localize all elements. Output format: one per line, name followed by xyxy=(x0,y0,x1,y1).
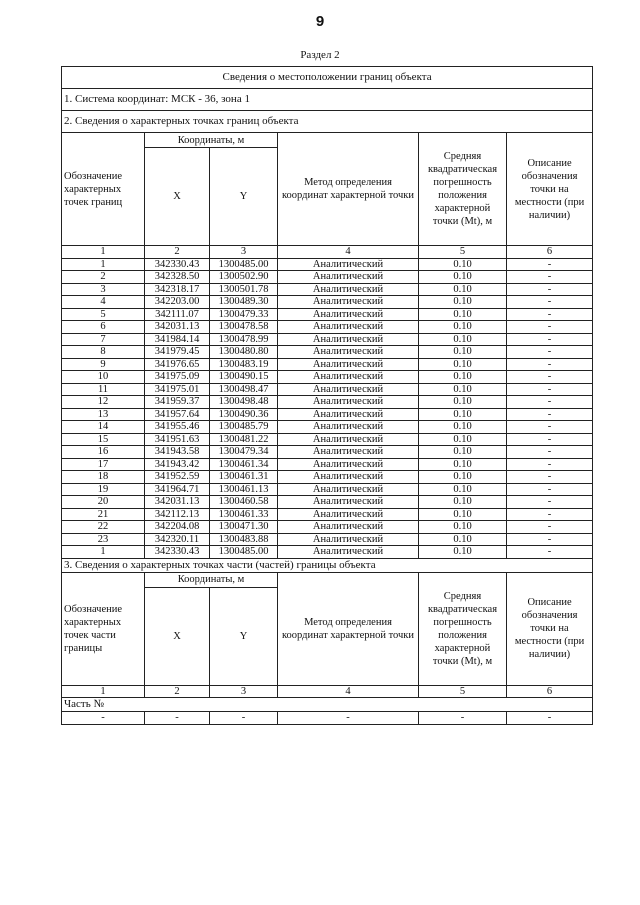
cell-desc: - xyxy=(507,533,593,546)
cell-y: 1300461.13 xyxy=(210,483,278,496)
cell-n: 22 xyxy=(62,521,145,534)
table-row xyxy=(62,333,593,346)
cell-x: 342203.00 xyxy=(145,296,210,309)
cell-err: 0.10 xyxy=(419,308,507,321)
table-row xyxy=(62,471,593,484)
section-label: Раздел 2 xyxy=(300,49,340,61)
table-row xyxy=(62,483,593,496)
empty-cell: - xyxy=(145,712,210,725)
cell-y: 1300502.90 xyxy=(210,271,278,284)
header-point-designation: Обозначение характерных точек границ xyxy=(62,133,145,246)
cell-method: Аналитический xyxy=(278,396,419,409)
cell-method: Аналитический xyxy=(278,258,419,271)
cell-y: 1300485.00 xyxy=(210,258,278,271)
cell-y: 1300483.19 xyxy=(210,358,278,371)
column-number: 4 xyxy=(278,246,419,259)
cell-desc: - xyxy=(507,371,593,384)
cell-err: 0.10 xyxy=(419,446,507,459)
header3-coordinates: Координаты, м xyxy=(145,572,278,587)
cell-desc: - xyxy=(507,408,593,421)
cell-err: 0.10 xyxy=(419,421,507,434)
cell-x: 341984.14 xyxy=(145,333,210,346)
table-row xyxy=(62,546,593,559)
cell-desc: - xyxy=(507,383,593,396)
column-number: 3 xyxy=(210,685,278,698)
column-number: 5 xyxy=(419,246,507,259)
cell-method: Аналитический xyxy=(278,308,419,321)
cell-x: 341979.45 xyxy=(145,346,210,359)
header3-error: Средняя квадратическая погрешность положения характерной точки (Mt), м xyxy=(419,572,507,685)
cell-y: 1300483.88 xyxy=(210,533,278,546)
cell-method: Аналитический xyxy=(278,371,419,384)
header-coordinates: Координаты, м xyxy=(145,133,278,148)
cell-x: 341959.37 xyxy=(145,396,210,409)
cell-x: 342320.11 xyxy=(145,533,210,546)
cell-err: 0.10 xyxy=(419,321,507,334)
cell-desc: - xyxy=(507,471,593,484)
section2-title: 2. Сведения о характерных точках границ объекта xyxy=(62,111,593,133)
header3-point-designation: Обозначение характерных точек части границы xyxy=(62,572,145,685)
cell-y: 1300478.58 xyxy=(210,321,278,334)
cell-n: 21 xyxy=(62,508,145,521)
column-number: 6 xyxy=(507,685,593,698)
cell-desc: - xyxy=(507,483,593,496)
cell-n: 15 xyxy=(62,433,145,446)
empty-cell: - xyxy=(210,712,278,725)
cell-x: 342318.17 xyxy=(145,283,210,296)
cell-y: 1300479.33 xyxy=(210,308,278,321)
cell-method: Аналитический xyxy=(278,546,419,559)
cell-err: 0.10 xyxy=(419,258,507,271)
cell-err: 0.10 xyxy=(419,458,507,471)
cell-n: 12 xyxy=(62,396,145,409)
cell-x: 341976.65 xyxy=(145,358,210,371)
empty-cell: - xyxy=(507,712,593,725)
header-y: Y xyxy=(210,148,278,246)
cell-method: Аналитический xyxy=(278,271,419,284)
cell-method: Аналитический xyxy=(278,458,419,471)
cell-n: 8 xyxy=(62,346,145,359)
column-number: 5 xyxy=(419,685,507,698)
cell-n: 14 xyxy=(62,421,145,434)
column-number: 4 xyxy=(278,685,419,698)
cell-method: Аналитический xyxy=(278,446,419,459)
header3-x: X xyxy=(145,587,210,685)
cell-method: Аналитический xyxy=(278,508,419,521)
cell-err: 0.10 xyxy=(419,396,507,409)
cell-desc: - xyxy=(507,271,593,284)
cell-n: 20 xyxy=(62,496,145,509)
cell-err: 0.10 xyxy=(419,371,507,384)
cell-n: 23 xyxy=(62,533,145,546)
cell-method: Аналитический xyxy=(278,283,419,296)
cell-desc: - xyxy=(507,496,593,509)
cell-n: 3 xyxy=(62,283,145,296)
column-number: 1 xyxy=(62,246,145,259)
table-row xyxy=(62,421,593,434)
cell-y: 1300480.80 xyxy=(210,346,278,359)
table-row xyxy=(62,533,593,546)
cell-y: 1300478.99 xyxy=(210,333,278,346)
part-label: Часть № xyxy=(62,698,593,712)
cell-desc: - xyxy=(507,458,593,471)
empty-row xyxy=(62,712,593,725)
table-row xyxy=(62,271,593,284)
cell-n: 11 xyxy=(62,383,145,396)
cell-err: 0.10 xyxy=(419,496,507,509)
header-x: X xyxy=(145,148,210,246)
cell-x: 341975.09 xyxy=(145,371,210,384)
cell-x: 341964.71 xyxy=(145,483,210,496)
cell-desc: - xyxy=(507,346,593,359)
table-row xyxy=(62,358,593,371)
cell-y: 1300490.15 xyxy=(210,371,278,384)
header3-description: Описание обозначения точки на местности (при наличии) xyxy=(507,572,593,685)
table-row xyxy=(62,458,593,471)
cell-err: 0.10 xyxy=(419,483,507,496)
table-row xyxy=(62,508,593,521)
cell-err: 0.10 xyxy=(419,433,507,446)
table-row xyxy=(62,283,593,296)
cell-desc: - xyxy=(507,321,593,334)
cell-method: Аналитический xyxy=(278,408,419,421)
cell-err: 0.10 xyxy=(419,358,507,371)
cell-y: 1300460.58 xyxy=(210,496,278,509)
cell-err: 0.10 xyxy=(419,533,507,546)
cell-x: 341957.64 xyxy=(145,408,210,421)
cell-method: Аналитический xyxy=(278,333,419,346)
column-number: 2 xyxy=(145,685,210,698)
cell-n: 13 xyxy=(62,408,145,421)
cell-desc: - xyxy=(507,308,593,321)
column-number: 3 xyxy=(210,246,278,259)
cell-err: 0.10 xyxy=(419,346,507,359)
cell-method: Аналитический xyxy=(278,471,419,484)
cell-y: 1300501.78 xyxy=(210,283,278,296)
cell-err: 0.10 xyxy=(419,383,507,396)
cell-desc: - xyxy=(507,446,593,459)
cell-x: 342328.50 xyxy=(145,271,210,284)
cell-desc: - xyxy=(507,508,593,521)
cell-n: 6 xyxy=(62,321,145,334)
cell-method: Аналитический xyxy=(278,496,419,509)
cell-err: 0.10 xyxy=(419,408,507,421)
table-row xyxy=(62,408,593,421)
cell-y: 1300461.31 xyxy=(210,471,278,484)
cell-err: 0.10 xyxy=(419,471,507,484)
table-row xyxy=(62,433,593,446)
cell-method: Аналитический xyxy=(278,321,419,334)
cell-y: 1300490.36 xyxy=(210,408,278,421)
column-numbers-row-3 xyxy=(62,685,593,698)
cell-err: 0.10 xyxy=(419,546,507,559)
column-number: 2 xyxy=(145,246,210,259)
cell-desc: - xyxy=(507,421,593,434)
cell-x: 341943.42 xyxy=(145,458,210,471)
cell-desc: - xyxy=(507,396,593,409)
header3-y: Y xyxy=(210,587,278,685)
empty-cell: - xyxy=(278,712,419,725)
cell-desc: - xyxy=(507,433,593,446)
table-row xyxy=(62,371,593,384)
cell-method: Аналитический xyxy=(278,383,419,396)
cell-y: 1300461.34 xyxy=(210,458,278,471)
cell-y: 1300485.79 xyxy=(210,421,278,434)
cell-method: Аналитический xyxy=(278,296,419,309)
cell-method: Аналитический xyxy=(278,421,419,434)
cell-x: 342031.13 xyxy=(145,321,210,334)
cell-n: 17 xyxy=(62,458,145,471)
column-number: 1 xyxy=(62,685,145,698)
cell-y: 1300498.47 xyxy=(210,383,278,396)
coordinate-system: 1. Система координат: МСК - 36, зона 1 xyxy=(62,89,593,111)
table-row xyxy=(62,346,593,359)
cell-x: 342330.43 xyxy=(145,258,210,271)
cell-method: Аналитический xyxy=(278,533,419,546)
cell-x: 342031.13 xyxy=(145,496,210,509)
cell-desc: - xyxy=(507,283,593,296)
cell-method: Аналитический xyxy=(278,483,419,496)
table-row xyxy=(62,383,593,396)
cell-method: Аналитический xyxy=(278,358,419,371)
cell-n: 10 xyxy=(62,371,145,384)
cell-method: Аналитический xyxy=(278,433,419,446)
table-title: Сведения о местоположении границ объекта xyxy=(62,67,593,89)
cell-y: 1300471.30 xyxy=(210,521,278,534)
cell-n: 5 xyxy=(62,308,145,321)
cell-n: 16 xyxy=(62,446,145,459)
header-error: Средняя квадратическая погрешность положения характерной точки (Mt), м xyxy=(419,133,507,246)
cell-desc: - xyxy=(507,333,593,346)
cell-desc: - xyxy=(507,521,593,534)
table-row xyxy=(62,296,593,309)
header3-method: Метод определения координат характерной точки xyxy=(278,572,419,685)
empty-cell: - xyxy=(419,712,507,725)
cell-x: 341952.59 xyxy=(145,471,210,484)
cell-n: 9 xyxy=(62,358,145,371)
cell-x: 342330.43 xyxy=(145,546,210,559)
cell-desc: - xyxy=(507,358,593,371)
cell-err: 0.10 xyxy=(419,296,507,309)
table-row xyxy=(62,258,593,271)
header-description: Описание обозначения точки на местности (при наличии) xyxy=(507,133,593,246)
cell-y: 1300479.34 xyxy=(210,446,278,459)
empty-cell: - xyxy=(62,712,145,725)
cell-y: 1300489.30 xyxy=(210,296,278,309)
cell-err: 0.10 xyxy=(419,521,507,534)
cell-n: 2 xyxy=(62,271,145,284)
table-row xyxy=(62,446,593,459)
cell-n: 18 xyxy=(62,471,145,484)
column-number: 6 xyxy=(507,246,593,259)
cell-err: 0.10 xyxy=(419,508,507,521)
cell-method: Аналитический xyxy=(278,346,419,359)
table-row xyxy=(62,308,593,321)
cell-err: 0.10 xyxy=(419,271,507,284)
table-row xyxy=(62,521,593,534)
boundary-table xyxy=(61,66,593,725)
cell-desc: - xyxy=(507,546,593,559)
cell-n: 4 xyxy=(62,296,145,309)
column-numbers-row xyxy=(62,246,593,259)
section3-title: 3. Сведения о характерных точках части (частей) границы объекта xyxy=(62,558,593,572)
cell-x: 342204.08 xyxy=(145,521,210,534)
table-row xyxy=(62,321,593,334)
cell-err: 0.10 xyxy=(419,283,507,296)
cell-x: 341943.58 xyxy=(145,446,210,459)
header-method: Метод определения координат характерной точки xyxy=(278,133,419,246)
cell-desc: - xyxy=(507,296,593,309)
cell-y: 1300461.33 xyxy=(210,508,278,521)
table-row xyxy=(62,396,593,409)
cell-y: 1300485.00 xyxy=(210,546,278,559)
cell-method: Аналитический xyxy=(278,521,419,534)
cell-y: 1300498.48 xyxy=(210,396,278,409)
cell-x: 342111.07 xyxy=(145,308,210,321)
cell-x: 341955.46 xyxy=(145,421,210,434)
cell-n: 7 xyxy=(62,333,145,346)
cell-y: 1300481.22 xyxy=(210,433,278,446)
cell-n: 1 xyxy=(62,546,145,559)
table-row xyxy=(62,496,593,509)
cell-x: 342112.13 xyxy=(145,508,210,521)
cell-n: 19 xyxy=(62,483,145,496)
cell-n: 1 xyxy=(62,258,145,271)
cell-desc: - xyxy=(507,258,593,271)
cell-x: 341951.63 xyxy=(145,433,210,446)
cell-x: 341975.01 xyxy=(145,383,210,396)
cell-err: 0.10 xyxy=(419,333,507,346)
page-number: 9 xyxy=(315,13,325,30)
